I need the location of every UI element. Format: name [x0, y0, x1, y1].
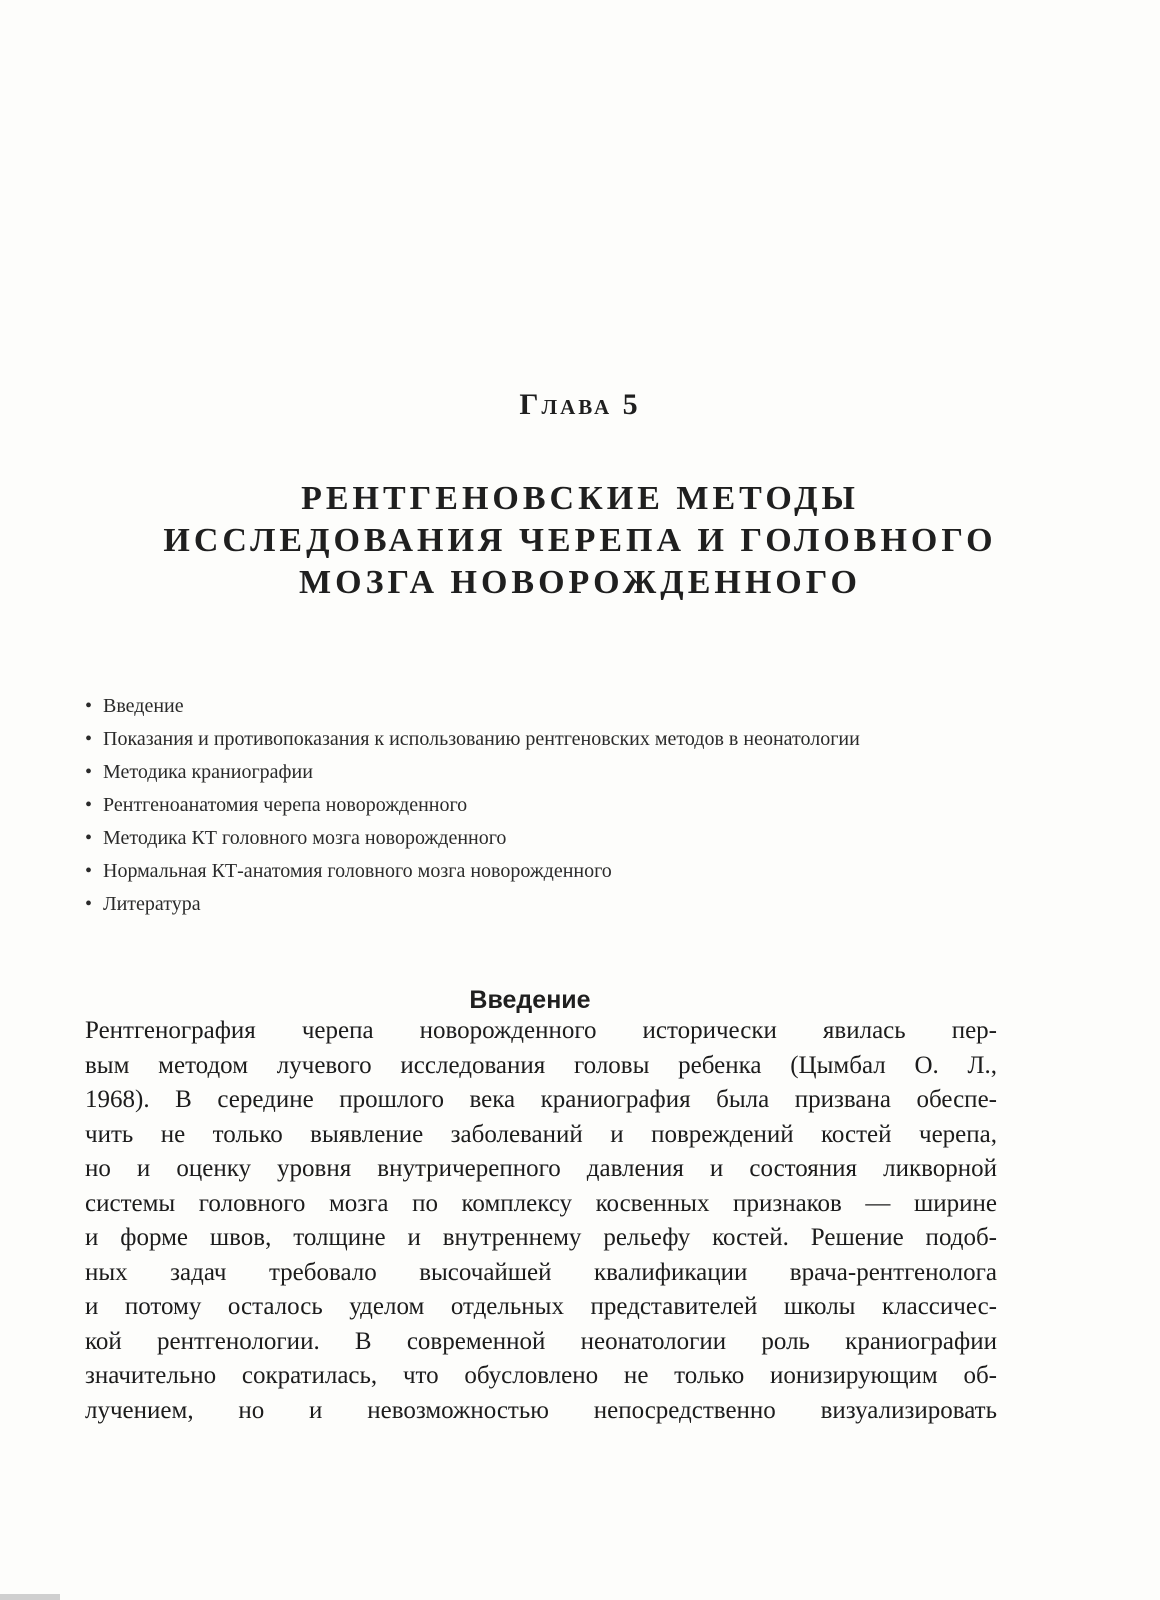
page-edge-shadow: [0, 1594, 60, 1600]
chapter-title-line: РЕНТГЕНОВСКИЕ МЕТОДЫ: [301, 480, 859, 517]
body-paragraph: [85, 1014, 997, 1428]
contents-item: • Методика краниографии: [85, 756, 985, 789]
contents-item: • Рентгеноанатомия черепа новорожденного: [85, 789, 985, 822]
paragraph-line: и потому осталось уделом отдельных представителей школы классичес-: [85, 1293, 997, 1320]
contents-item: • Методика КТ головного мозга новорожденного: [85, 822, 985, 855]
contents-item: • Литература: [85, 888, 985, 921]
contents-item: • Показания и противопоказания к использованию рентгеновских методов в неонатологии: [85, 723, 893, 756]
paragraph-line: лучением, но и невозможностью непосредственно визуализировать: [85, 1396, 997, 1424]
chapter-title: [60, 478, 1100, 604]
paragraph-line: вым методом лучевого исследования головы ребенка (Цымбал О. Л.,: [85, 1051, 997, 1079]
paragraph-line: Рентгенография черепа новорожденного исторически явилась пер-: [85, 1017, 997, 1044]
section-heading: Введение: [469, 986, 591, 1014]
chapter-contents-list: [85, 690, 985, 921]
paragraph-line: 1968). В середине прошлого века краниография была призвана обеспе-: [85, 1086, 997, 1113]
chapter-title-line: МОЗГА НОВОРОЖДЕННОГО: [299, 564, 861, 601]
paragraph-line: но и оценку уровня внутричерепного давления и состояния ликворной: [85, 1155, 997, 1182]
paragraph-line: системы головного мозга по комплексу косвенных признаков — ширине: [85, 1189, 997, 1217]
paragraph-line: кой рентгенологии. В современной неонатологии роль краниографии: [85, 1327, 997, 1355]
contents-item: • Введение: [85, 690, 985, 723]
chapter-label: Глава 5: [519, 388, 641, 421]
paragraph-line: значительно сократилась, что обусловлено не только ионизирующим об-: [85, 1362, 997, 1389]
contents-item: • Нормальная КТ-анатомия головного мозга новорожденного: [85, 855, 985, 888]
chapter-title-line: ИССЛЕДОВАНИЯ ЧЕРЕПА И ГОЛОВНОГО: [163, 522, 997, 559]
paragraph-line: и форме швов, толщине и внутреннему рельефу костей. Решение подоб-: [85, 1224, 997, 1251]
paragraph-line: чить не только выявление заболеваний и повреждений костей черепа,: [85, 1120, 997, 1148]
paragraph-line: ных задач требовало высочайшей квалификации врача-рентгенолога: [85, 1258, 997, 1286]
